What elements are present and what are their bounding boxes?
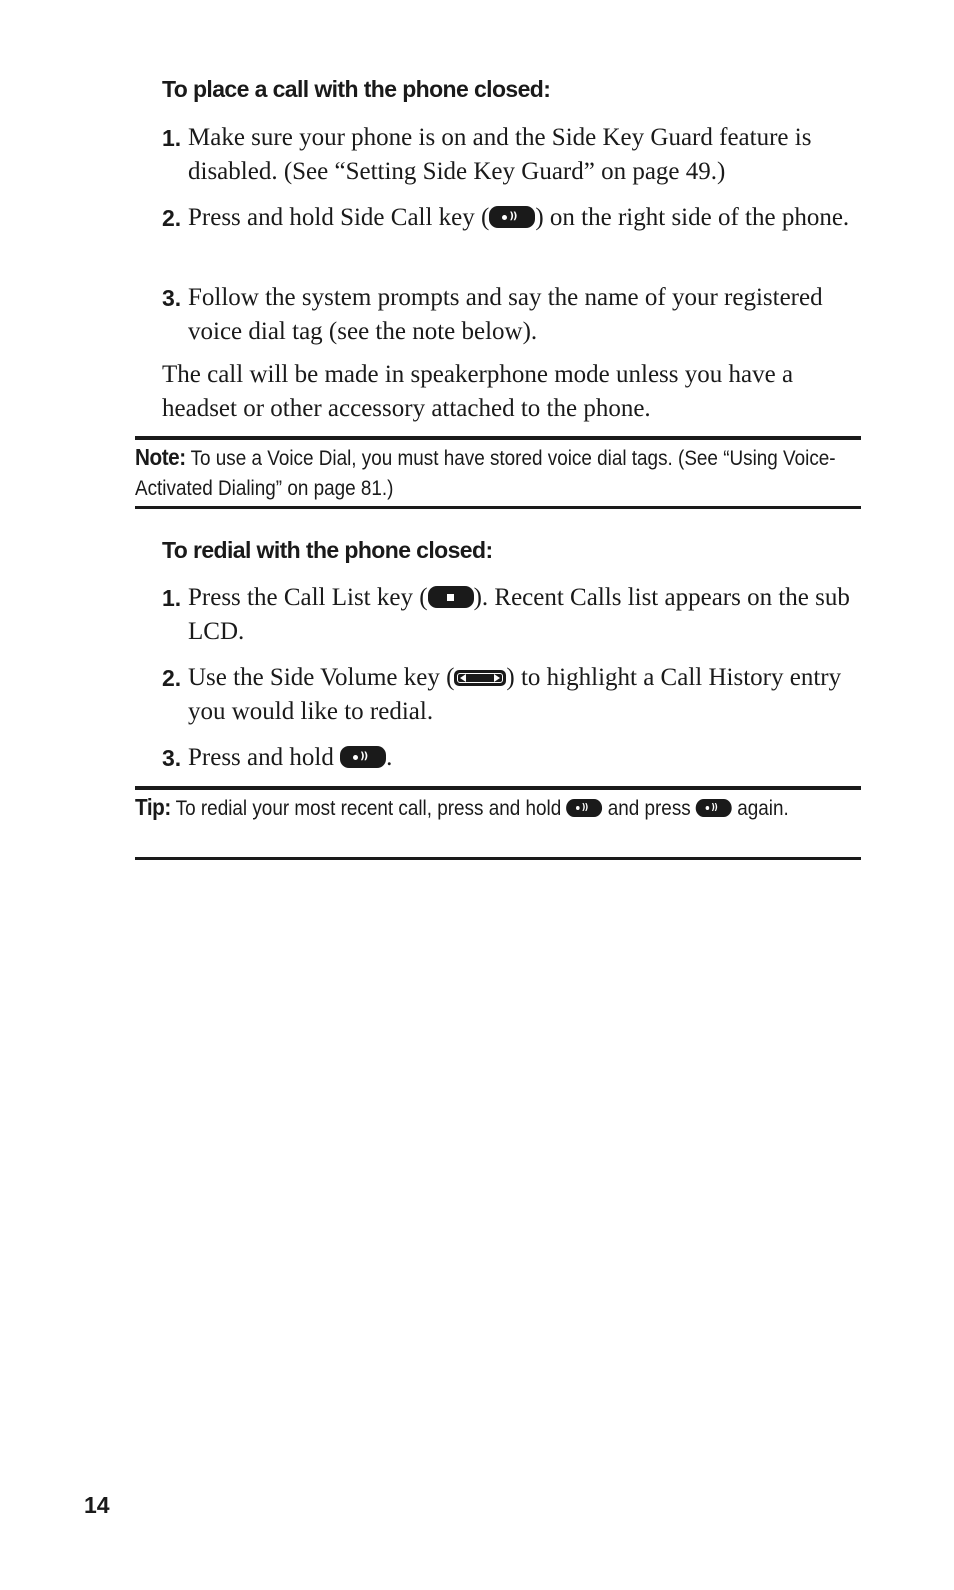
side-call-key-icon: )) (566, 799, 602, 817)
side-call-key-icon: )) (340, 746, 386, 768)
side-call-key-icon: )) (696, 799, 732, 817)
note-top-rule (135, 436, 861, 440)
tip-bottom-rule (135, 857, 861, 860)
speakerphone-paragraph: The call will be made in speakerphone mode unless you have a headset or other accessory attached to the phone. (162, 361, 794, 422)
tip-text: To redial your most recent call, press and hold )) and press )) again. (170, 797, 789, 820)
step-text: Press the Call List key ( ). Recent Calls list appears on the sub LCD. (188, 584, 850, 645)
note-label: Note: (135, 444, 186, 470)
list-item (162, 661, 862, 729)
step-number: 2. (162, 665, 182, 691)
tip-label: Tip: (135, 794, 171, 820)
side-call-key-icon: )) (489, 206, 535, 228)
list-item (162, 121, 862, 189)
section-heading-redial: To redial with the phone closed: (162, 537, 493, 563)
step-number: 1. (162, 585, 182, 611)
step-number: 2. (162, 205, 182, 231)
page-number: 14 (84, 1492, 110, 1518)
tip-top-rule (135, 786, 861, 790)
list-item (162, 201, 862, 235)
step-number: 1. (162, 125, 182, 151)
side-volume-key-icon (454, 670, 506, 686)
step-text: Follow the system prompts and say the name of your registered voice dial tag (see the note below). (188, 284, 823, 345)
call-list-key-icon (428, 586, 474, 608)
step-text: Press and hold Side Call key ( )) ) on the right side of the phone. (188, 204, 850, 231)
tip-box (135, 792, 860, 824)
list-item (162, 281, 862, 349)
note-bottom-rule (135, 506, 861, 509)
step-text: Make sure your phone is on and the Side Key Guard feature is disabled. (See “Setting Side Key Guard” on page 49.) (188, 124, 812, 185)
list-item (162, 741, 862, 775)
note-text: To use a Voice Dial, you must have stored voice dial tags. (See “Using Voice-Activated Dialing” on page 81.) (135, 447, 836, 500)
step-number: 3. (162, 285, 182, 311)
step-text: Use the Side Volume key ( ) to highlight a Call History entry you would like to redial. (188, 664, 842, 725)
list-item (162, 581, 862, 649)
step-text: Press and hold )) . (188, 744, 393, 771)
note-box (135, 442, 860, 504)
section-heading-place-call: To place a call with the phone closed: (162, 76, 551, 102)
step-number: 3. (162, 745, 182, 771)
